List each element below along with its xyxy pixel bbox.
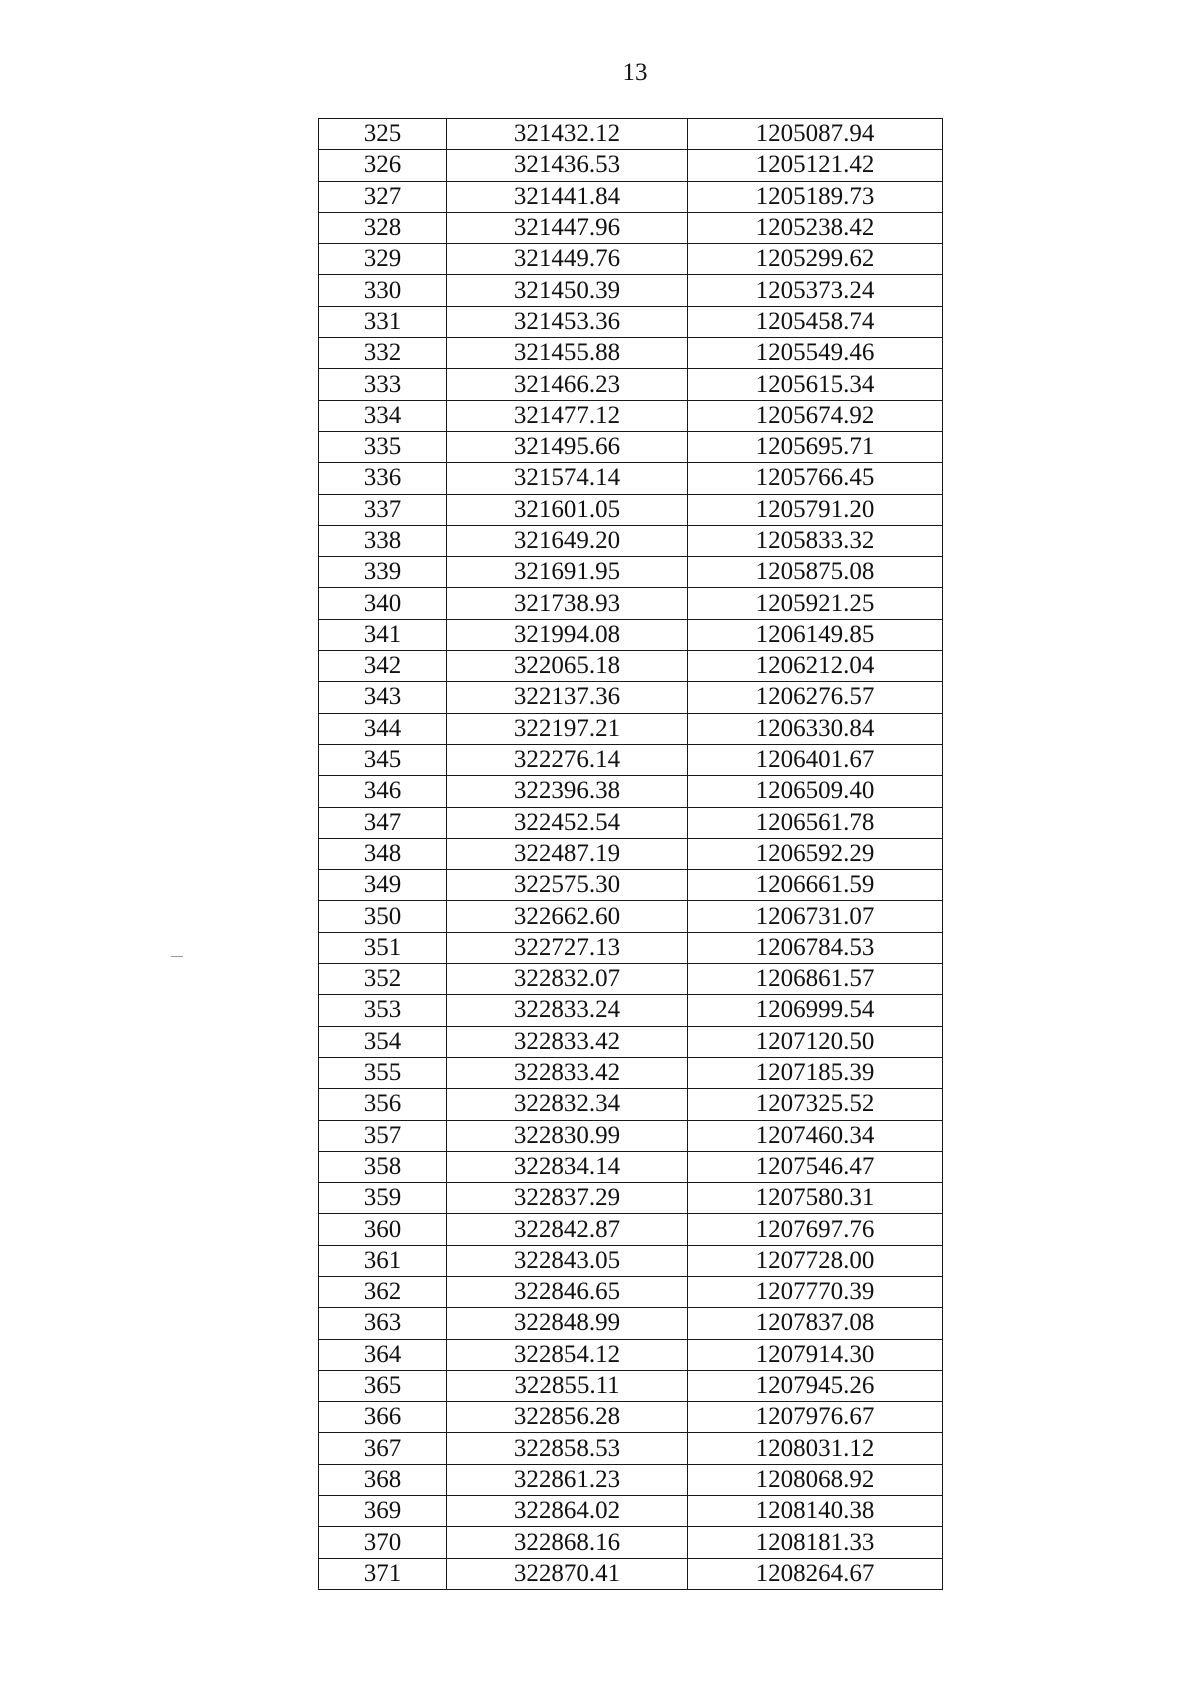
table-row xyxy=(319,588,943,619)
x-coordinate-cell: 322846.65 xyxy=(447,1276,688,1307)
table-row xyxy=(319,995,943,1026)
x-coordinate-cell: 322197.21 xyxy=(447,713,688,744)
x-coordinate-cell: 321453.36 xyxy=(447,306,688,337)
table-row xyxy=(319,150,943,181)
y-coordinate-cell: 1205549.46 xyxy=(688,338,943,369)
y-coordinate-cell: 1205921.25 xyxy=(688,588,943,619)
y-coordinate-cell: 1205373.24 xyxy=(688,275,943,306)
y-coordinate-cell: 1206561.78 xyxy=(688,807,943,838)
point-number-cell: 340 xyxy=(319,588,447,619)
table-row xyxy=(319,1151,943,1182)
table-row xyxy=(319,1370,943,1401)
point-number-cell: 363 xyxy=(319,1308,447,1339)
table-row xyxy=(319,964,943,995)
table-row xyxy=(319,212,943,243)
point-number-cell: 359 xyxy=(319,1183,447,1214)
point-number-cell: 329 xyxy=(319,244,447,275)
table-row xyxy=(319,1464,943,1495)
table-row xyxy=(319,776,943,807)
y-coordinate-cell: 1206592.29 xyxy=(688,838,943,869)
x-coordinate-cell: 321994.08 xyxy=(447,619,688,650)
y-coordinate-cell: 1206861.57 xyxy=(688,964,943,995)
y-coordinate-cell: 1205121.42 xyxy=(688,150,943,181)
table-row xyxy=(319,1308,943,1339)
point-number-cell: 357 xyxy=(319,1120,447,1151)
y-coordinate-cell: 1206330.84 xyxy=(688,713,943,744)
y-coordinate-cell: 1205615.34 xyxy=(688,369,943,400)
table-row xyxy=(319,1214,943,1245)
y-coordinate-cell: 1207120.50 xyxy=(688,1026,943,1057)
x-coordinate-cell: 322833.24 xyxy=(447,995,688,1026)
x-coordinate-cell: 321477.12 xyxy=(447,400,688,431)
x-coordinate-cell: 322575.30 xyxy=(447,870,688,901)
coordinates-table xyxy=(318,118,943,1590)
x-coordinate-cell: 321436.53 xyxy=(447,150,688,181)
y-coordinate-cell: 1207185.39 xyxy=(688,1057,943,1088)
point-number-cell: 346 xyxy=(319,776,447,807)
y-coordinate-cell: 1207697.76 xyxy=(688,1214,943,1245)
y-coordinate-cell: 1207580.31 xyxy=(688,1183,943,1214)
point-number-cell: 365 xyxy=(319,1370,447,1401)
x-coordinate-cell: 322848.99 xyxy=(447,1308,688,1339)
x-coordinate-cell: 322843.05 xyxy=(447,1245,688,1276)
point-number-cell: 369 xyxy=(319,1496,447,1527)
table-row xyxy=(319,713,943,744)
point-number-cell: 338 xyxy=(319,525,447,556)
point-number-cell: 341 xyxy=(319,619,447,650)
y-coordinate-cell: 1207945.26 xyxy=(688,1370,943,1401)
x-coordinate-cell: 321738.93 xyxy=(447,588,688,619)
y-coordinate-cell: 1205674.92 xyxy=(688,400,943,431)
table-row xyxy=(319,1558,943,1589)
table-row xyxy=(319,181,943,212)
point-number-cell: 345 xyxy=(319,744,447,775)
table-row xyxy=(319,119,943,150)
x-coordinate-cell: 322855.11 xyxy=(447,1370,688,1401)
y-coordinate-cell: 1207914.30 xyxy=(688,1339,943,1370)
x-coordinate-cell: 322870.41 xyxy=(447,1558,688,1589)
y-coordinate-cell: 1205766.45 xyxy=(688,463,943,494)
point-number-cell: 328 xyxy=(319,212,447,243)
table-row xyxy=(319,400,943,431)
point-number-cell: 367 xyxy=(319,1433,447,1464)
x-coordinate-cell: 321691.95 xyxy=(447,557,688,588)
table-row xyxy=(319,1433,943,1464)
x-coordinate-cell: 322842.87 xyxy=(447,1214,688,1245)
table-row xyxy=(319,431,943,462)
x-coordinate-cell: 321447.96 xyxy=(447,212,688,243)
point-number-cell: 371 xyxy=(319,1558,447,1589)
point-number-cell: 327 xyxy=(319,181,447,212)
x-coordinate-cell: 322837.29 xyxy=(447,1183,688,1214)
x-coordinate-cell: 322864.02 xyxy=(447,1496,688,1527)
point-number-cell: 333 xyxy=(319,369,447,400)
table-row xyxy=(319,1276,943,1307)
point-number-cell: 335 xyxy=(319,431,447,462)
table-row xyxy=(319,932,943,963)
x-coordinate-cell: 322662.60 xyxy=(447,901,688,932)
x-coordinate-cell: 321495.66 xyxy=(447,431,688,462)
x-coordinate-cell: 321441.84 xyxy=(447,181,688,212)
point-number-cell: 368 xyxy=(319,1464,447,1495)
point-number-cell: 326 xyxy=(319,150,447,181)
table-row xyxy=(319,369,943,400)
point-number-cell: 355 xyxy=(319,1057,447,1088)
table-row xyxy=(319,1183,943,1214)
y-coordinate-cell: 1208264.67 xyxy=(688,1558,943,1589)
point-number-cell: 370 xyxy=(319,1527,447,1558)
y-coordinate-cell: 1208181.33 xyxy=(688,1527,943,1558)
point-number-cell: 351 xyxy=(319,932,447,963)
point-number-cell: 348 xyxy=(319,838,447,869)
point-number-cell: 354 xyxy=(319,1026,447,1057)
point-number-cell: 356 xyxy=(319,1089,447,1120)
point-number-cell: 358 xyxy=(319,1151,447,1182)
x-coordinate-cell: 321432.12 xyxy=(447,119,688,150)
y-coordinate-cell: 1208031.12 xyxy=(688,1433,943,1464)
table-row xyxy=(319,1120,943,1151)
y-coordinate-cell: 1205238.42 xyxy=(688,212,943,243)
y-coordinate-cell: 1205087.94 xyxy=(688,119,943,150)
y-coordinate-cell: 1206401.67 xyxy=(688,744,943,775)
y-coordinate-cell: 1205299.62 xyxy=(688,244,943,275)
table-row xyxy=(319,525,943,556)
table-row xyxy=(319,494,943,525)
x-coordinate-cell: 321455.88 xyxy=(447,338,688,369)
y-coordinate-cell: 1205875.08 xyxy=(688,557,943,588)
y-coordinate-cell: 1206212.04 xyxy=(688,651,943,682)
x-coordinate-cell: 321449.76 xyxy=(447,244,688,275)
point-number-cell: 364 xyxy=(319,1339,447,1370)
x-coordinate-cell: 322833.42 xyxy=(447,1057,688,1088)
x-coordinate-cell: 321574.14 xyxy=(447,463,688,494)
point-number-cell: 361 xyxy=(319,1245,447,1276)
y-coordinate-cell: 1206731.07 xyxy=(688,901,943,932)
x-coordinate-cell: 322832.07 xyxy=(447,964,688,995)
point-number-cell: 339 xyxy=(319,557,447,588)
x-coordinate-cell: 322832.34 xyxy=(447,1089,688,1120)
table-row xyxy=(319,1402,943,1433)
x-coordinate-cell: 322868.16 xyxy=(447,1527,688,1558)
point-number-cell: 337 xyxy=(319,494,447,525)
y-coordinate-cell: 1205458.74 xyxy=(688,306,943,337)
y-coordinate-cell: 1207976.67 xyxy=(688,1402,943,1433)
table-row xyxy=(319,901,943,932)
table-row xyxy=(319,306,943,337)
x-coordinate-cell: 322727.13 xyxy=(447,932,688,963)
coordinates-table-body xyxy=(319,119,943,1590)
table-row xyxy=(319,1026,943,1057)
y-coordinate-cell: 1206661.59 xyxy=(688,870,943,901)
y-coordinate-cell: 1207770.39 xyxy=(688,1276,943,1307)
table-row xyxy=(319,463,943,494)
table-row xyxy=(319,619,943,650)
point-number-cell: 366 xyxy=(319,1402,447,1433)
x-coordinate-cell: 321649.20 xyxy=(447,525,688,556)
y-coordinate-cell: 1207837.08 xyxy=(688,1308,943,1339)
point-number-cell: 330 xyxy=(319,275,447,306)
table-row xyxy=(319,807,943,838)
y-coordinate-cell: 1206149.85 xyxy=(688,619,943,650)
x-coordinate-cell: 321601.05 xyxy=(447,494,688,525)
x-coordinate-cell: 322833.42 xyxy=(447,1026,688,1057)
point-number-cell: 349 xyxy=(319,870,447,901)
y-coordinate-cell: 1206784.53 xyxy=(688,932,943,963)
point-number-cell: 342 xyxy=(319,651,447,682)
margin-mark xyxy=(171,956,183,957)
table-row xyxy=(319,651,943,682)
x-coordinate-cell: 322834.14 xyxy=(447,1151,688,1182)
page-number: 13 xyxy=(622,59,648,86)
y-coordinate-cell: 1207728.00 xyxy=(688,1245,943,1276)
table-row xyxy=(319,1339,943,1370)
table-row xyxy=(319,838,943,869)
point-number-cell: 360 xyxy=(319,1214,447,1245)
point-number-cell: 343 xyxy=(319,682,447,713)
table-row xyxy=(319,1245,943,1276)
x-coordinate-cell: 322396.38 xyxy=(447,776,688,807)
y-coordinate-cell: 1206276.57 xyxy=(688,682,943,713)
point-number-cell: 332 xyxy=(319,338,447,369)
y-coordinate-cell: 1207546.47 xyxy=(688,1151,943,1182)
table-row xyxy=(319,557,943,588)
x-coordinate-cell: 321450.39 xyxy=(447,275,688,306)
point-number-cell: 336 xyxy=(319,463,447,494)
x-coordinate-cell: 322452.54 xyxy=(447,807,688,838)
point-number-cell: 347 xyxy=(319,807,447,838)
x-coordinate-cell: 321466.23 xyxy=(447,369,688,400)
x-coordinate-cell: 322861.23 xyxy=(447,1464,688,1495)
y-coordinate-cell: 1205791.20 xyxy=(688,494,943,525)
table-row xyxy=(319,338,943,369)
table-row xyxy=(319,1527,943,1558)
y-coordinate-cell: 1205695.71 xyxy=(688,431,943,462)
x-coordinate-cell: 322487.19 xyxy=(447,838,688,869)
y-coordinate-cell: 1208140.38 xyxy=(688,1496,943,1527)
table-row xyxy=(319,870,943,901)
x-coordinate-cell: 322854.12 xyxy=(447,1339,688,1370)
point-number-cell: 334 xyxy=(319,400,447,431)
x-coordinate-cell: 322065.18 xyxy=(447,651,688,682)
table-row xyxy=(319,682,943,713)
table-row xyxy=(319,275,943,306)
table-row xyxy=(319,1089,943,1120)
x-coordinate-cell: 322137.36 xyxy=(447,682,688,713)
x-coordinate-cell: 322858.53 xyxy=(447,1433,688,1464)
point-number-cell: 353 xyxy=(319,995,447,1026)
x-coordinate-cell: 322856.28 xyxy=(447,1402,688,1433)
table-row xyxy=(319,744,943,775)
y-coordinate-cell: 1207325.52 xyxy=(688,1089,943,1120)
y-coordinate-cell: 1208068.92 xyxy=(688,1464,943,1495)
y-coordinate-cell: 1207460.34 xyxy=(688,1120,943,1151)
y-coordinate-cell: 1206999.54 xyxy=(688,995,943,1026)
x-coordinate-cell: 322830.99 xyxy=(447,1120,688,1151)
point-number-cell: 350 xyxy=(319,901,447,932)
table-row xyxy=(319,1496,943,1527)
y-coordinate-cell: 1205189.73 xyxy=(688,181,943,212)
point-number-cell: 362 xyxy=(319,1276,447,1307)
table-row xyxy=(319,1057,943,1088)
y-coordinate-cell: 1206509.40 xyxy=(688,776,943,807)
point-number-cell: 344 xyxy=(319,713,447,744)
y-coordinate-cell: 1205833.32 xyxy=(688,525,943,556)
x-coordinate-cell: 322276.14 xyxy=(447,744,688,775)
table-row xyxy=(319,244,943,275)
point-number-cell: 331 xyxy=(319,306,447,337)
point-number-cell: 325 xyxy=(319,119,447,150)
point-number-cell: 352 xyxy=(319,964,447,995)
